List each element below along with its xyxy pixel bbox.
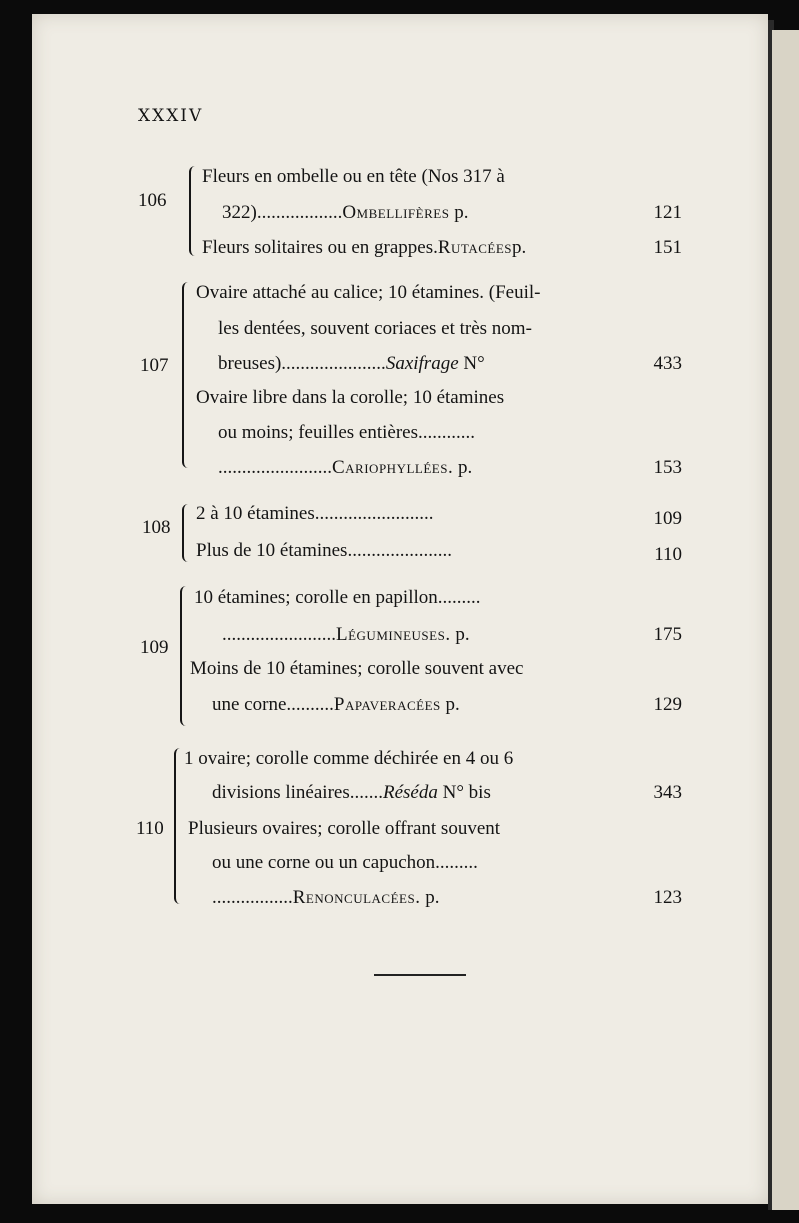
- key-line: ou moins; feuilles entières............: [218, 422, 475, 443]
- key-line: Fleurs en ombelle ou en tête (Nos 317 à: [202, 166, 505, 187]
- key-line: ........................Cariophyllées. p.: [218, 457, 473, 478]
- next-page-edge: [772, 30, 799, 1210]
- family-name: Rutacées: [437, 237, 513, 258]
- key-number: 108: [142, 517, 171, 538]
- key-line: Fleurs solitaires ou en grappes.Rutacéesp.: [202, 237, 527, 258]
- page-reference: 151: [653, 237, 682, 258]
- brace: [182, 282, 190, 468]
- family-name: Cariophyllées.: [332, 457, 454, 478]
- book-page: [32, 14, 768, 1204]
- key-line: Plus de 10 étamines......................: [196, 540, 452, 561]
- key-line: breuses)......................Saxifrage N°: [218, 353, 485, 374]
- key-line: ou une corne ou un capuchon.........: [212, 852, 478, 873]
- key-line: Ovaire libre dans la corolle; 10 étamines: [196, 387, 505, 408]
- key-number: 109: [140, 637, 169, 658]
- key-line: Moins de 10 étamines; corolle souvent avec: [190, 658, 524, 679]
- key-line: 1 ovaire; corolle comme déchirée en 4 ou 6: [184, 748, 514, 769]
- page-reference: 175: [653, 624, 682, 645]
- family-name: Papaveracées: [333, 694, 441, 715]
- key-line: 322)..................Ombellifères p.: [222, 202, 469, 223]
- key-line: .................Renonculacées. p.: [212, 887, 440, 908]
- page-reference: 121: [653, 202, 682, 223]
- page-reference: 109: [653, 508, 682, 529]
- genus-name: Réséda: [382, 782, 438, 803]
- key-number: 110: [136, 818, 164, 839]
- key-line: 2 à 10 étamines.........................: [196, 503, 434, 524]
- brace: [174, 748, 182, 904]
- key-line: une corne..........Papaveracées p.: [212, 694, 460, 715]
- genus-name: Saxifrage: [385, 353, 459, 374]
- key-line: Plusieurs ovaires; corolle offrant souvent: [188, 818, 501, 839]
- brace: [180, 586, 188, 726]
- key-line: Ovaire attaché au calice; 10 étamines. (Feuil-: [196, 282, 541, 303]
- brace: [182, 504, 190, 562]
- key-line: ........................Légumineuses. p.: [222, 624, 470, 645]
- page-reference: 433: [653, 353, 682, 374]
- key-line: les dentées, souvent coriaces et très nom-: [218, 318, 532, 339]
- key-line: 10 étamines; corolle en papillon.........: [194, 587, 481, 608]
- key-number: 106: [138, 190, 167, 211]
- page-reference: 110: [654, 544, 682, 565]
- page-reference: 123: [653, 887, 682, 908]
- key-number: 107: [140, 355, 169, 376]
- family-name: Ombellifères: [342, 202, 450, 223]
- family-name: Légumineuses.: [336, 624, 451, 645]
- page-reference: 129: [653, 694, 682, 715]
- page-reference: 343: [653, 782, 682, 803]
- key-line: divisions linéaires.......Réséda N° bis: [212, 782, 491, 803]
- footer-rule: [374, 974, 466, 976]
- page-reference: 153: [653, 457, 682, 478]
- family-name: Renonculacées.: [292, 887, 421, 908]
- page-number: XXXIV: [138, 106, 204, 126]
- brace: [189, 166, 197, 256]
